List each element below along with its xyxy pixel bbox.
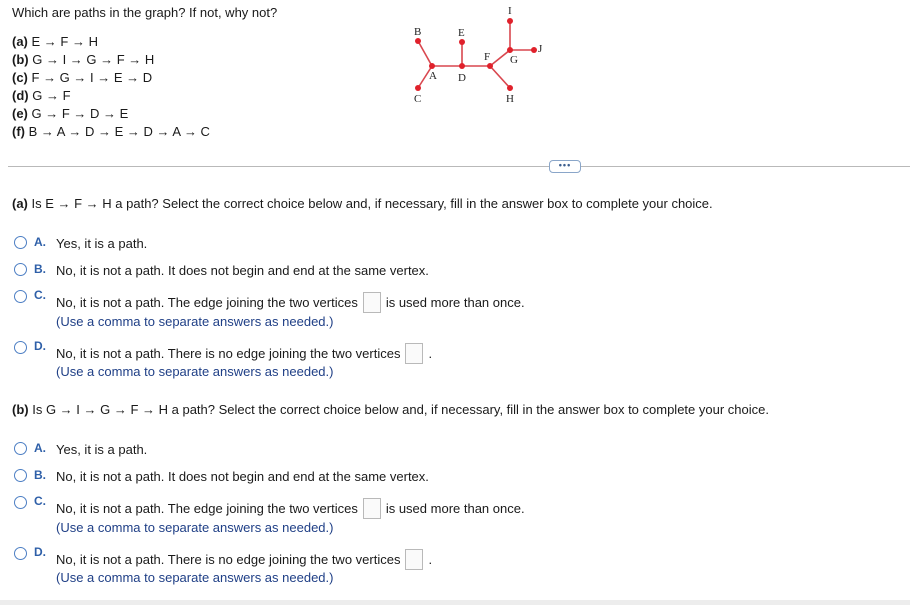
question-text: Which are paths in the graph? If not, why not? xyxy=(12,5,278,20)
radio-button[interactable] xyxy=(14,469,27,482)
vertex-g xyxy=(507,47,513,53)
more-button[interactable]: ••• xyxy=(549,160,581,173)
vertex-label-b: B xyxy=(414,26,422,38)
path-item-c: (c) F → G → I → E → D xyxy=(12,70,153,85)
vertex-f xyxy=(487,63,493,69)
vertex-label-h: H xyxy=(506,93,514,105)
path-item-b: (b) G → I → G → F → H xyxy=(12,52,155,67)
path-item-d: (d) G → F xyxy=(12,88,71,103)
path-item-e: (e) G → F → D → E xyxy=(12,106,129,121)
answer-box[interactable] xyxy=(363,292,381,313)
edge-b-a xyxy=(418,41,432,66)
vertex-label-g: G xyxy=(510,54,518,66)
vertex-label-j: J xyxy=(538,43,543,55)
vertex-h xyxy=(507,85,513,91)
vertex-j xyxy=(531,47,537,53)
vertex-i xyxy=(507,18,513,24)
answer-box[interactable] xyxy=(405,549,423,570)
radio-button[interactable] xyxy=(14,341,27,354)
vertex-label-d: D xyxy=(458,72,466,84)
radio-button[interactable] xyxy=(14,236,27,249)
vertex-label-f: F xyxy=(484,51,491,63)
vertex-c xyxy=(415,85,421,91)
bottom-scroll-bar xyxy=(0,600,910,605)
path-item-f: (f) B → A → D → E → D → A → C xyxy=(12,124,210,139)
vertex-label-a: A xyxy=(429,70,437,82)
radio-button[interactable] xyxy=(14,290,27,303)
radio-button[interactable] xyxy=(14,263,27,276)
radio-button[interactable] xyxy=(14,442,27,455)
part-a-question: (a) Is E → F → H a path? Select the correct choice below and, if necessary, fill in the answer box to complete your choice. xyxy=(12,196,713,211)
radio-button[interactable] xyxy=(14,496,27,509)
vertex-a xyxy=(429,63,435,69)
vertex-e xyxy=(459,39,465,45)
section-divider xyxy=(8,166,910,167)
edge-f-h xyxy=(490,66,510,88)
part-b-question: (b) Is G → I → G → F → H a path? Select the correct choice below and, if necessary, fill in the answer box to complete your choice. xyxy=(12,402,769,417)
vertex-label-c: C xyxy=(414,93,422,105)
path-item-a: (a) E → F → H xyxy=(12,34,98,49)
vertex-label-e: E xyxy=(458,27,465,39)
path-list xyxy=(12,33,210,141)
vertex-d xyxy=(459,63,465,69)
vertex-label-i: I xyxy=(508,5,512,17)
vertex-b xyxy=(415,38,421,44)
answer-box[interactable] xyxy=(405,343,423,364)
answer-box[interactable] xyxy=(363,498,381,519)
radio-button[interactable] xyxy=(14,547,27,560)
graph-figure xyxy=(395,2,560,110)
edge-f-g xyxy=(490,50,510,66)
